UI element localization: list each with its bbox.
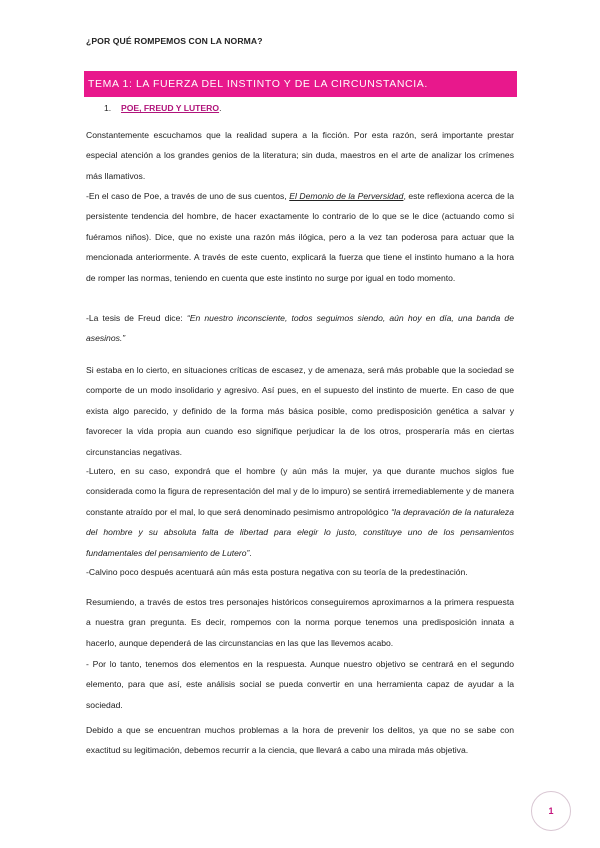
paragraph-lutero: [86, 461, 514, 563]
topic-title-bar: TEMA 1: LA FUERZA DEL INSTINTO Y DE LA CIRCUNSTANCIA.: [84, 71, 517, 97]
section-heading: [104, 102, 221, 114]
paragraph-instinct: Si estaba en lo cierto, en situaciones críticas de escasez, y de amenaza, será más probable que la sociedad se comporte de un modo insolidario y agresivo. Así pues, en el supuesto del instinto de muerte. En caso de que exista algo parecido, y definido de la forma más básica posible, como predisposición genética a salvar y favorecer la vida propia aun cuando eso signifique perjudicar la de los otros, prosperaría más en ciertas circunstancias negativas.: [86, 365, 514, 457]
paragraph-poe-body: , este reflexiona acerca de la persistente tendencia del hombre, de hacer exactamente lo contrario de lo que se le dice (actuando como si fuéramos niños). Dice, que no existe una razón más ilógica, pero a la vez tan poderosa para actuar que la mencionada anteriormente. A través de este cuento, explicará la fuerza que tiene el instinto humano a la hora de romper las normas, teniendo en cuenta que este instinto no surge por igual en todo momento.: [86, 191, 514, 283]
paragraph-intro: Constantemente escuchamos que la realidad supera a la ficción. Por esta razón, será importante prestar especial atención a los grandes genios de la literatura; sin duda, maestros en el arte de analizar los crímenes más llamativos.: [86, 130, 514, 181]
poe-story-title: El Demonio de la Perversidad: [289, 191, 404, 201]
lutero-quote: “la depravación de la naturaleza del hombre y su absoluta falta de libertad para elegir lo justo, constituye uno de los pensamientos fundamentales del pensamiento de Lutero”: [86, 506, 514, 558]
section-number: 1.: [104, 103, 112, 113]
paragraph-lutero-body: -Lutero, en su caso, expondrá que el hombre (y aún más la mujer, ya que durante muchos siglos fue considerada como la figura de representación del mal y de lo impuro) se sentirá irremediablemente y de manera constante atraído por el mal, lo que será denominado pesimismo antropológico: [86, 466, 514, 517]
paragraph-freud: [86, 308, 514, 349]
paragraph-summary: Resumiendo, a través de estos tres personajes históricos conseguiremos aproximarnos a la primera respuesta a nuestra gran pregunta. Es decir, rompemos con la norma porque tenemos una predisposición innata a hacerlo, aunque dependerá de las circunstancias en las que las llevemos acabo.: [86, 597, 514, 648]
freud-quote: “En nuestro inconsciente, todos seguimos siendo, aún hoy en día, una banda de asesinos.”: [86, 313, 514, 344]
paragraph-calvino: -Calvino poco después acentuará aún más esta postura negativa con su teoría de la predestinación.: [86, 567, 468, 577]
page-number: 1: [548, 806, 554, 816]
section-title-link[interactable]: POE, FREUD Y LUTERO: [121, 103, 220, 113]
paragraph-poe: [86, 186, 514, 288]
paragraph-prevention: Debido a que se encuentran muchos problemas a la hora de prevenir los delitos, ya que no se sabe con exactitud su legitimación, debemos recurrir a la ciencia, que llevará a cabo una mirada más objetiva.: [86, 725, 514, 756]
document-header: ¿POR QUÉ ROMPEMOS CON LA NORMA?: [86, 36, 263, 46]
page-number-badge: [531, 791, 571, 831]
section-title-suffix: .: [219, 103, 222, 113]
paragraph-freud-intro: -La tesis de Freud dice:: [86, 313, 187, 323]
paragraph-elements: - Por lo tanto, tenemos dos elementos en la respuesta. Aunque nuestro objetivo se centrará en el segundo elemento, para que así, este análisis social se pueda convertir en una herramienta capaz de ayudar a la sociedad.: [86, 659, 514, 710]
paragraph-poe-intro: -En el caso de Poe, a través de uno de sus cuentos,: [86, 191, 290, 201]
paragraph-lutero-end: .: [249, 547, 252, 558]
